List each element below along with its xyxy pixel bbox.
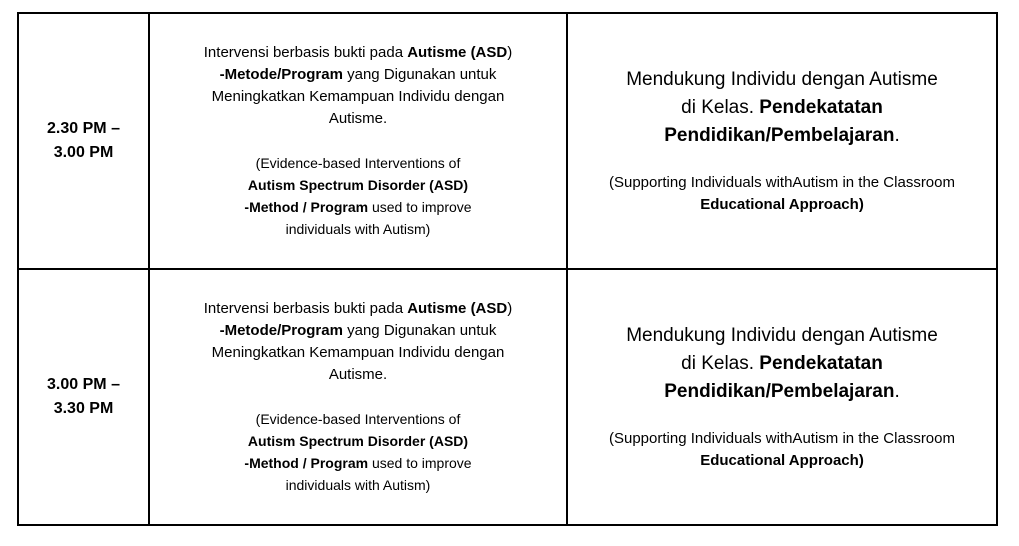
topic-line: Meningkatkan Kemampuan Individu dengan bbox=[211, 344, 505, 361]
time-cell bbox=[18, 13, 149, 269]
session-title: Mendukung Individu dengan Autisme di Kelas. Pendekatatan Pendidikan/Pembelajaran. bbox=[626, 325, 938, 402]
topic-line: Meningkatkan Kemampuan Individu dengan bbox=[211, 88, 505, 105]
time-start: 3.00 PM – bbox=[47, 376, 120, 393]
time-end: 3.30 PM bbox=[53, 400, 114, 417]
session-topic-cell bbox=[149, 269, 567, 525]
session-title-cell bbox=[567, 269, 997, 525]
time-cell bbox=[18, 269, 149, 525]
topic-line: -Metode/Program yang Digunakan untuk bbox=[219, 322, 497, 339]
session-topic-cell bbox=[149, 13, 567, 269]
topic-line: Intervensi berbasis bukti pada Autisme (ASD) bbox=[203, 300, 513, 317]
topic-translation: (Evidence-based Interventions of Autism Spectrum Disorder (ASD) -Method / Program used to improve individuals with Autism) bbox=[244, 411, 472, 493]
schedule-table bbox=[17, 12, 998, 526]
session-title-translation: (Supporting Individuals withAutism in the Classroom Educational Approach) bbox=[609, 430, 955, 469]
session-title-translation: (Supporting Individuals withAutism in the Classroom Educational Approach) bbox=[609, 174, 955, 213]
time-start: 2.30 PM – bbox=[47, 120, 120, 137]
table-row bbox=[18, 269, 997, 525]
table-row bbox=[18, 13, 997, 269]
topic-line: Autisme. bbox=[328, 366, 388, 383]
session-title-cell bbox=[567, 13, 997, 269]
topic-translation: (Evidence-based Interventions of Autism Spectrum Disorder (ASD) -Method / Program used to improve individuals with Autism) bbox=[244, 155, 472, 237]
topic-line: -Metode/Program yang Digunakan untuk bbox=[219, 66, 497, 83]
topic-line: Intervensi berbasis bukti pada Autisme (ASD) bbox=[203, 44, 513, 61]
session-title: Mendukung Individu dengan Autisme di Kelas. Pendekatatan Pendidikan/Pembelajaran. bbox=[626, 69, 938, 146]
time-end: 3.00 PM bbox=[53, 144, 114, 161]
topic-line: Autisme. bbox=[328, 110, 388, 127]
